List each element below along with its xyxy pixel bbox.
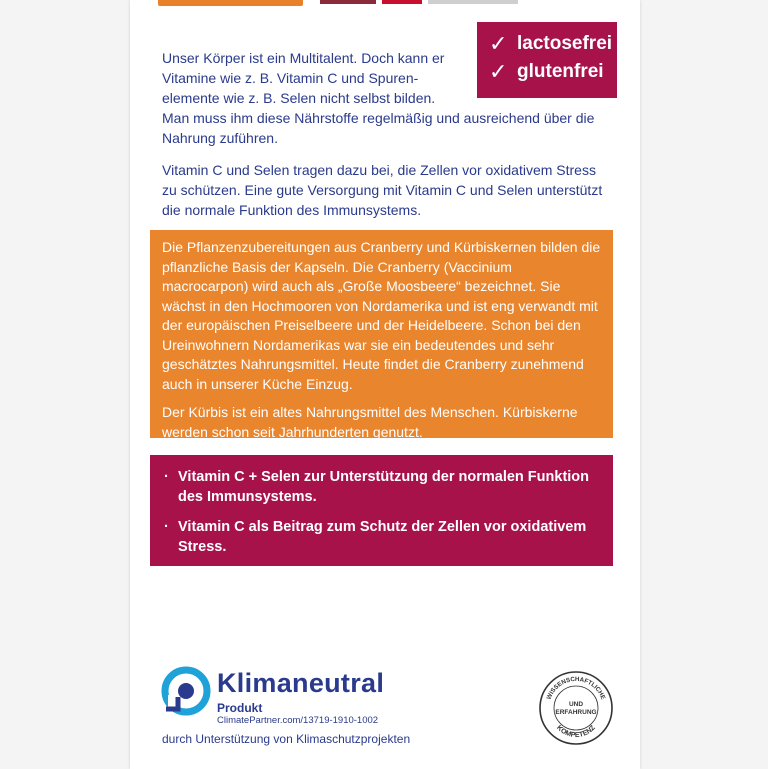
badge-label: lactosefrei: [517, 33, 613, 54]
intro-text: [162, 48, 607, 232]
checkmark-icon: ✓: [489, 31, 508, 57]
intro-paragraph-1-continued: Man muss ihm diese Nährstoffe regelmäßig und ausreichend über die Nahrung zuführen.: [162, 110, 595, 146]
strip-dark-segment: [320, 0, 376, 4]
seal-center-line-1: UND: [568, 701, 584, 708]
bullet-icon: ·: [164, 469, 169, 485]
competence-seal-icon: [538, 670, 614, 746]
intro-paragraph-1: Unser Körper ist ein Multitalent. Doch kann er Vitamine wie z. B. Vitamin C und Spurenelemente wie z. B. Selen nicht selbst bilden.: [162, 50, 445, 106]
strip-orange-segment: [158, 0, 303, 6]
list-item: [164, 517, 599, 557]
top-packaging-strip: [130, 0, 640, 8]
seal-center-line-2: ERFAHRUNG: [555, 709, 597, 716]
claim-text: Vitamin C als Beitrag zum Schutz der Zellen vor oxidativem Stress.: [178, 519, 587, 555]
claim-text: Vitamin C + Selen zur Unterstützung der normalen Funktion des Immunsystems.: [178, 469, 590, 505]
klimaneutral-title: Klimaneutral: [217, 668, 385, 698]
strip-red-segment: [382, 0, 422, 4]
health-claims-panel: [150, 455, 613, 566]
klimaneutral-url: ClimatePartner.com/13719-1910-1002: [217, 715, 379, 726]
badge-label: glutenfrei: [517, 61, 604, 82]
climate-partner-logo-icon: [160, 665, 212, 717]
pumpkin-paragraph: Der Kürbis ist ein altes Nahrungsmittel des Menschen. Kürbiskerne werden schon seit Jahrhunderten genutzt.: [162, 404, 578, 440]
cranberry-paragraph: Die Pflanzenzubereitungen aus Cranberry und Kürbiskernen bilden die pflanzliche Basis der Kapseln. Die Cranberry (Vaccinium macrocarpon) wird auch als „Große Moosbeere“ bezeichnet. Sie wächst in den Hochmooren von Nordamerika und ist eng verwandt mit der europäischen Preiselbeere und der Heidelbeere. Schon bei den Ureinwohnern Nordamerikas war sie ein bedeutendes und sehr geschätztes Nahrungsmittel. Heute findet die Cranberry zunehmend auch in unserer Küche Einzug.: [162, 239, 601, 392]
cranberry-info-panel: [150, 230, 613, 438]
seal-bottom-text: KOMPETENZ: [555, 724, 597, 740]
checkmark-icon: ✓: [489, 59, 508, 85]
klimaneutral-subtitle: Produkt: [217, 701, 263, 715]
klimaneutral-footer: durch Unterstützung von Klimaschutzprojekten: [162, 732, 411, 746]
strip-gray-segment: [428, 0, 518, 4]
intro-paragraph-2: Vitamin C und Selen tragen dazu bei, die Zellen vor oxidativem Stress zu schützen. Eine gute Versorgung mit Vitamin C und Selen unterstützt die normale Funktion des Immunsystems.: [162, 162, 603, 218]
bullet-icon: ·: [164, 519, 169, 535]
product-box-back: [130, 0, 640, 769]
list-item: [164, 467, 599, 507]
seal-top-text: WISSENSCHAFTLICHE: [545, 675, 607, 701]
